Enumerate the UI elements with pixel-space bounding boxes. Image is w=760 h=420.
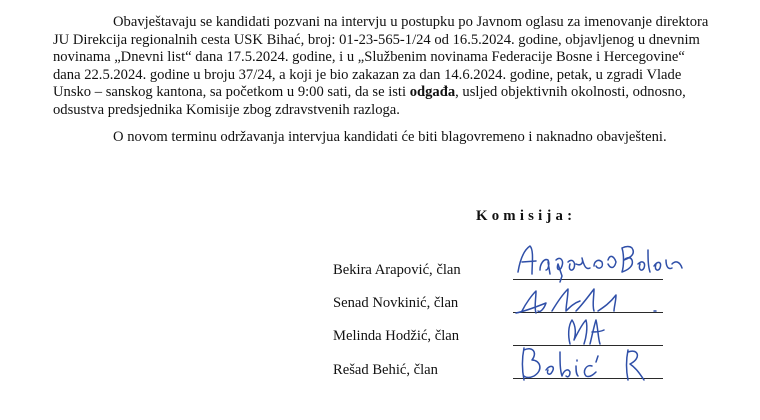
member-name: Melinda Hodžić, član [333,328,460,344]
commission-member [0,362,760,392]
notice-line-2: JU Direkcija regionalnih cesta USK Bihać, broj: 01-23-565-1/24 od 16.5.2024. godine, objavljenog u dnevnim [53,31,700,48]
notice-line-5-tail: , usljed objektivnih okolnosti, odnosno, [455,84,686,100]
notice-line-1: Obavještavaju se kandidati pozvani na intervju u postupku po Javnom oglasu za imenovanje direktora [113,14,709,30]
member-name: Rešad Behić, član [333,362,438,378]
notice-line-5-head: Unsko – sanskog kantona, sa početkom u 9:00 sati, da se isti [53,84,410,100]
emphasis-postponed: odgađa [409,84,456,100]
signature-image [510,240,690,280]
notice-paragraph [0,14,760,124]
member-name: Senad Novkinić, član [333,295,459,311]
notice-line-6: odsustva predsjednika Komisije zbog zdravstvenih razloga. [53,101,400,118]
followup-line: O novom terminu održavanja intervjua kandidati će biti blagovremeno i naknadno obavješteni. [113,129,667,145]
notice-line-4: dana 22.5.2024. godine u broju 37/24, a koji je bio zakazan za dan 14.6.2024. godine, petak, u zgradi Vlade [53,66,682,83]
notice-line-5 [53,84,686,102]
member-name: Bekira Arapović, član [333,262,461,278]
signature-image [510,342,690,384]
commission-title: Komisija: [476,208,577,224]
followup-paragraph [0,129,760,149]
notice-line-3: novinama „Dnevni list“ dana 17.5.2024. godine, i u „Službenim novinama Federacije Bosne i Hercegovine“ [53,49,685,65]
